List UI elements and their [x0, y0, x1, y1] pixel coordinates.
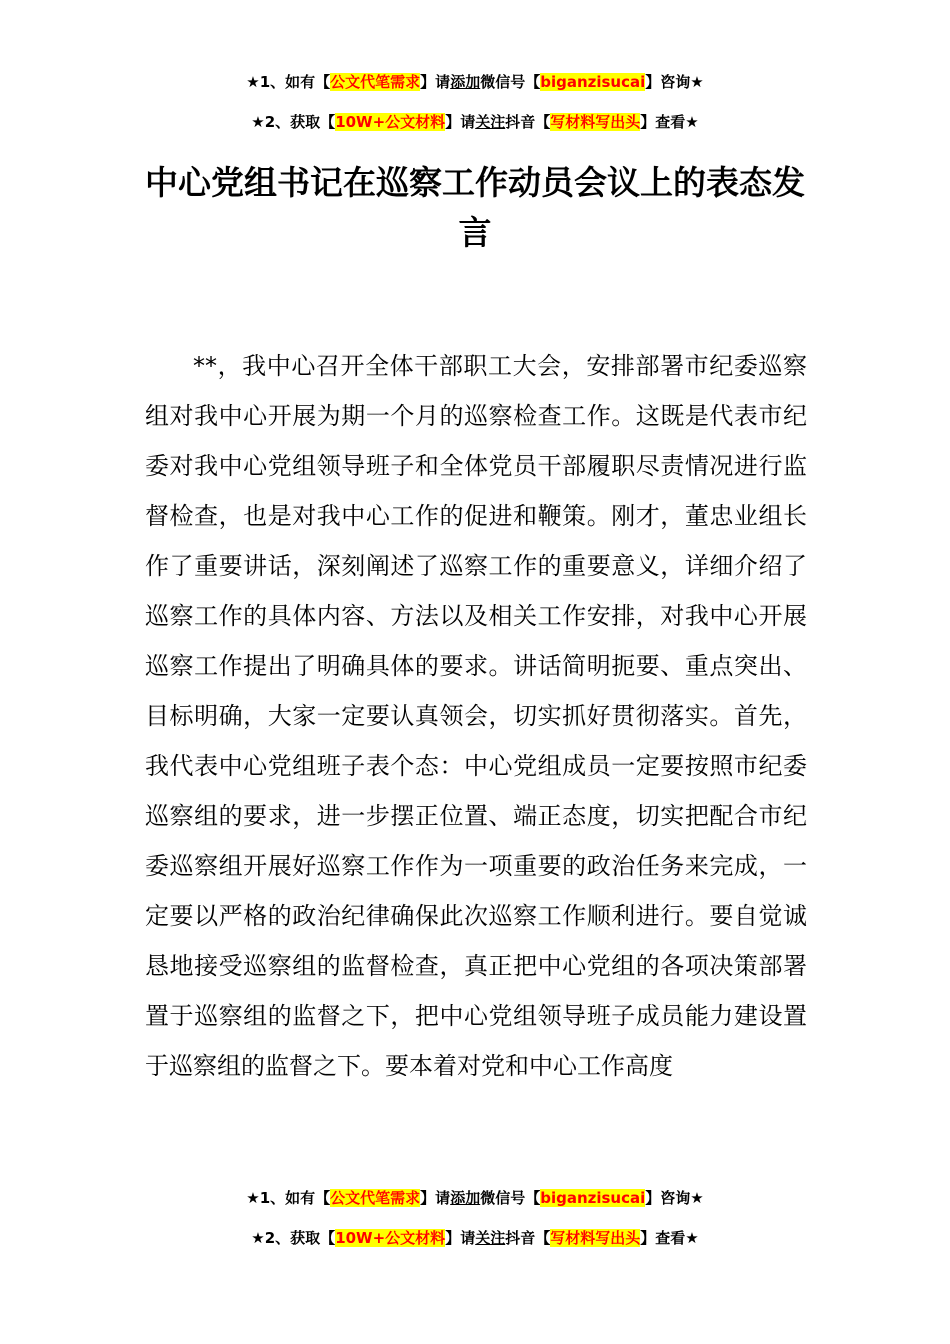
document-title: 中心党组书记在巡察工作动员会议上的表态发言 — [145, 163, 805, 252]
promo-underlined: 关注 — [475, 113, 506, 131]
promo-prefix: ★2、获取【 — [251, 1229, 336, 1247]
footer-promo-line-1 — [0, 1188, 950, 1208]
promo-text: 微信号【 — [480, 1189, 541, 1207]
promo-underlined: 添加 — [450, 1189, 481, 1207]
promo-suffix: 】查看★ — [640, 1229, 699, 1247]
promo-highlight-douyin-id: 写材料写出头 — [550, 113, 641, 131]
document-body-paragraph: **，我中心召开全体干部职工大会，安排部署市纪委巡察组对我中心开展为期一个月的巡察检查工作。这既是代表市纪委对我中心党组领导班子和全体党员干部履职尽责情况进行监督检查，也是对我中心工作的促进和鞭策。刚才，董忠业组长作了重要讲话，深刻阐述了巡察工作的重要意义，详细介绍了巡察工作的具体内容、方法以及相关工作安排，对我中心开展巡察工作提出了明确具体的要求。讲话简明扼要、重点突出、目标明确，大家一定要认真领会，切实抓好贯彻落实。首先，我代表中心党组班子表个态：中心党组成员一定要按照市纪委巡察组的要求，进一步摆正位置、端正态度，切实把配合市纪委巡察组开展好巡察工作作为一项重要的政治任务来完成，一定要以严格的政治纪律确保此次巡察工作顺利进行。要自觉诚恳地接受巡察组的监督检查，真正把中心党组的各项决策部署置于巡察组的监督之下，把中心党组领导班子成员能力建设置于巡察组的监督之下。要本着对党和中心工作高度 — [145, 352, 807, 1080]
promo-highlight: 10W+公文材料 — [335, 1229, 446, 1247]
promo-suffix: 】咨询★ — [645, 73, 704, 91]
promo-prefix: ★1、如有【 — [246, 73, 331, 91]
header-promo-line-1 — [0, 72, 950, 92]
promo-text: 】请 — [420, 73, 451, 91]
promo-text: 】请 — [445, 113, 476, 131]
promo-prefix: ★2、获取【 — [251, 113, 336, 131]
promo-text: 】请 — [420, 1189, 451, 1207]
promo-highlight-wechat-id: biganzisucai — [540, 1189, 646, 1207]
promo-suffix: 】咨询★ — [645, 1189, 704, 1207]
promo-prefix: ★1、如有【 — [246, 1189, 331, 1207]
promo-highlight-wechat-id: biganzisucai — [540, 73, 646, 91]
footer-promo-line-2 — [0, 1228, 950, 1248]
promo-highlight: 10W+公文材料 — [335, 113, 446, 131]
promo-text: 抖音【 — [505, 113, 551, 131]
promo-underlined: 关注 — [475, 1229, 506, 1247]
promo-suffix: 】查看★ — [640, 113, 699, 131]
promo-text: 微信号【 — [480, 73, 541, 91]
header-promo-line-2 — [0, 112, 950, 132]
promo-underlined: 添加 — [450, 73, 481, 91]
promo-highlight-douyin-id: 写材料写出头 — [550, 1229, 641, 1247]
promo-text: 】请 — [445, 1229, 476, 1247]
promo-highlight: 公文代笔需求 — [330, 1189, 421, 1207]
promo-text: 抖音【 — [505, 1229, 551, 1247]
promo-highlight: 公文代笔需求 — [330, 73, 421, 91]
